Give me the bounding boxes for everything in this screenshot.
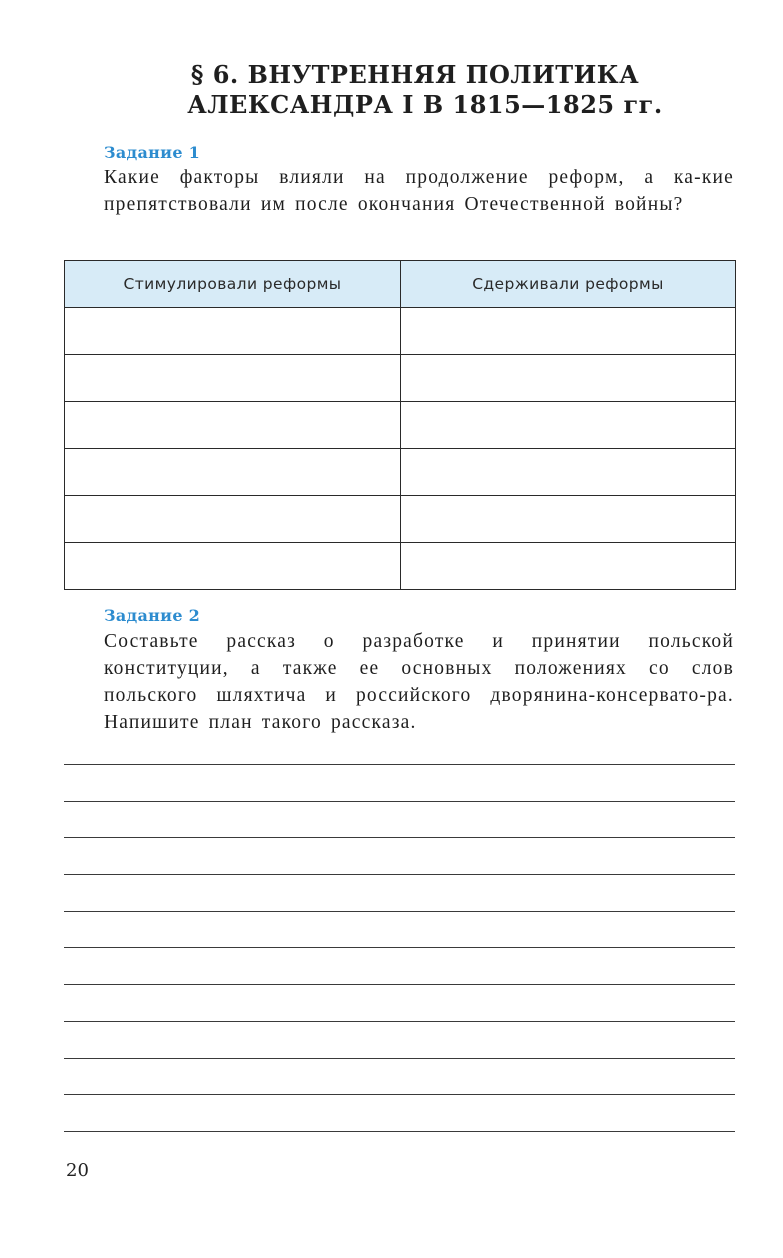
table-header-row xyxy=(65,261,736,308)
answer-line[interactable] xyxy=(64,764,735,765)
page-number: 20 xyxy=(66,1160,89,1181)
section-title-line-2: АЛЕКСАНДРА I В 1815—1825 гг. xyxy=(187,90,663,119)
answer-line[interactable] xyxy=(64,1131,735,1132)
task-2-text xyxy=(64,628,734,736)
task-1-text xyxy=(64,164,734,218)
table-cell[interactable] xyxy=(65,496,401,543)
answer-lines[interactable] xyxy=(64,764,735,1168)
answer-line[interactable] xyxy=(64,1021,735,1022)
section-title-line-1: § 6. ВНУТРЕННЯЯ ПОЛИТИКА xyxy=(190,60,640,89)
task-1-heading: Задание 1 xyxy=(104,143,201,162)
table-cell[interactable] xyxy=(65,308,401,355)
answer-line[interactable] xyxy=(64,874,735,875)
task-1-question: Какие факторы влияли на продолжение реформ, а ка-кие препятствовали им после окончания Отечественной войны? xyxy=(104,167,734,215)
table-cell[interactable] xyxy=(65,402,401,449)
answer-line[interactable] xyxy=(64,801,735,802)
answer-line[interactable] xyxy=(64,1058,735,1059)
table-row xyxy=(65,543,736,590)
answer-line[interactable] xyxy=(64,837,735,838)
table-cell[interactable] xyxy=(401,308,736,355)
table-cell[interactable] xyxy=(401,355,736,402)
table-cell[interactable] xyxy=(401,543,736,590)
table-cell[interactable] xyxy=(65,543,401,590)
table-row xyxy=(65,308,736,355)
table-cell[interactable] xyxy=(401,496,736,543)
task-1-table xyxy=(64,260,736,590)
answer-line[interactable] xyxy=(64,984,735,985)
table-cell[interactable] xyxy=(401,449,736,496)
task-2-question: Составьте рассказ о разработке и принятии польской конституции, а также ее основных положениях со слов польского шляхтича и российского дворянина-консервато-ра. Напишите план такого рассказа. xyxy=(104,631,734,733)
answer-line[interactable] xyxy=(64,1094,735,1095)
table-cell[interactable] xyxy=(65,355,401,402)
column-header-restrained: Сдерживали реформы xyxy=(401,261,736,308)
table-row xyxy=(65,355,736,402)
task-2-heading: Задание 2 xyxy=(104,606,201,625)
table-cell[interactable] xyxy=(65,449,401,496)
table-row xyxy=(65,449,736,496)
table-row xyxy=(65,402,736,449)
table-cell[interactable] xyxy=(401,402,736,449)
column-header-stimulated: Стимулировали реформы xyxy=(65,261,401,308)
answer-line[interactable] xyxy=(64,911,735,912)
answer-line[interactable] xyxy=(64,947,735,948)
table-row xyxy=(65,496,736,543)
section-title xyxy=(150,60,680,120)
